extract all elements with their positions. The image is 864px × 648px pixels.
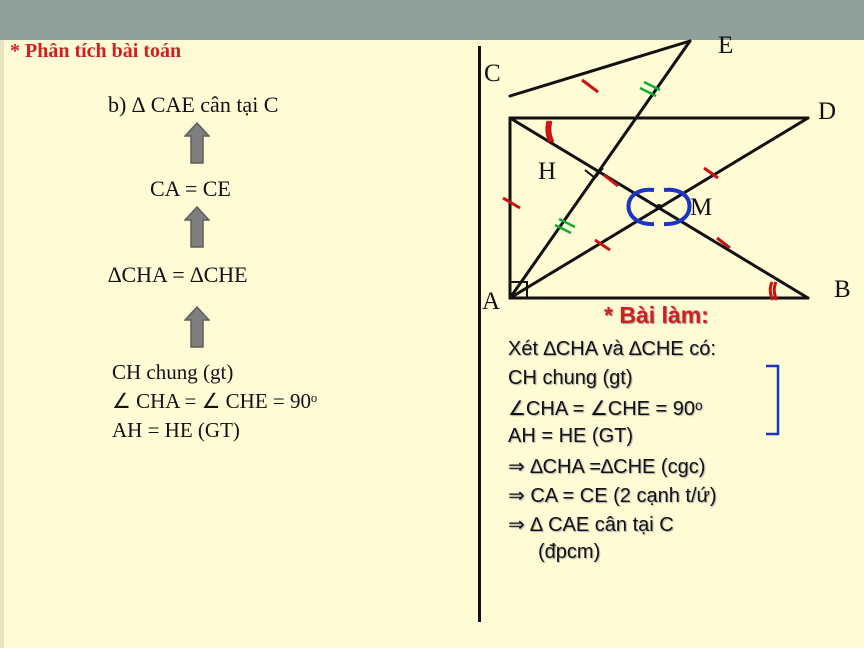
point-M bbox=[656, 204, 662, 210]
proof-line-2: CH chung (gt) bbox=[508, 367, 633, 389]
angle-mark bbox=[770, 282, 773, 300]
angle-mark bbox=[774, 282, 777, 300]
analysis-step-1: b) ∆ CAE cân tại C bbox=[108, 92, 279, 117]
label-D: D bbox=[818, 98, 837, 125]
proof-line-3: ∠CHA = ∠CHE = 90ᵒ bbox=[508, 398, 703, 420]
proof-line-1: Xét ∆CHA và ∆CHE có: bbox=[508, 338, 716, 360]
analysis-step-3: ∆CHA = ∆CHE bbox=[108, 262, 248, 287]
analysis-step-2: CA = CE bbox=[150, 176, 231, 201]
proof-line-7: ⇒ ∆ CAE cân tại C bbox=[508, 514, 674, 536]
proof-line-6: ⇒ CA = CE (2 cạnh t/ứ) bbox=[508, 485, 717, 507]
given-line-1: CH chung (gt) bbox=[112, 360, 234, 384]
analysis-title: * Phân tích bài toán bbox=[10, 40, 182, 62]
label-B: B bbox=[834, 276, 851, 303]
segment-CE bbox=[510, 41, 690, 96]
tick-mark bbox=[582, 80, 598, 92]
given-line-2: ∠ CHA = ∠ CHE = 90ᵒ bbox=[112, 389, 318, 413]
given-line-3: AH = HE (GT) bbox=[112, 418, 240, 442]
label-C: C bbox=[484, 60, 501, 87]
angle-mark bbox=[550, 121, 553, 142]
label-M: M bbox=[690, 194, 713, 221]
label-H: H bbox=[538, 158, 557, 185]
proof-line-5: ⇒ ∆CHA =∆CHE (cgc) bbox=[508, 456, 706, 478]
proof-line-8: (đpcm) bbox=[538, 541, 601, 563]
proof-line-4: AH = HE (GT) bbox=[508, 425, 634, 447]
proof-title: * Bài làm: bbox=[604, 302, 709, 328]
label-A: A bbox=[482, 288, 501, 315]
label-E: E bbox=[718, 32, 734, 59]
bracket-mark bbox=[764, 364, 782, 436]
segment-AE bbox=[510, 41, 690, 298]
